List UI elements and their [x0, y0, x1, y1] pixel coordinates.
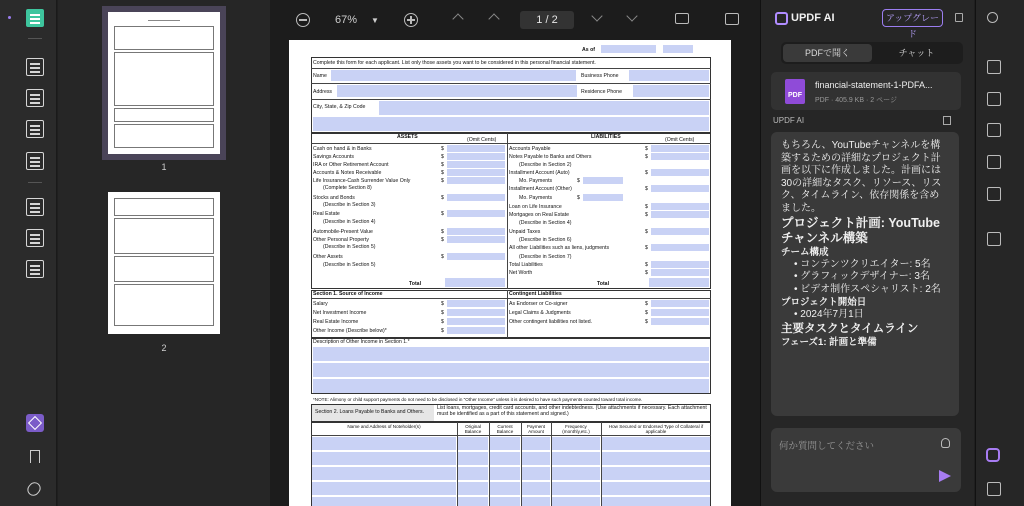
- asset-value-field[interactable]: [447, 210, 505, 217]
- file-name: financial-statement-1-PDFA...: [815, 80, 933, 90]
- contingent-row-label: Legal Claims & Judgments: [509, 310, 571, 316]
- contingent-value-field[interactable]: [651, 309, 709, 316]
- crop-icon[interactable]: [26, 229, 44, 247]
- previous-page-icon[interactable]: [488, 13, 499, 24]
- dollar-sign: $: [441, 162, 444, 168]
- list-item: • グラフィックデザイナー: 3名: [781, 271, 949, 284]
- attachment-icon[interactable]: [25, 480, 43, 498]
- loan-cell-field[interactable]: [522, 437, 550, 450]
- instruction-text: Complete this form for each applicant. List only those assets you want to be considered in this personal financial statement.: [313, 60, 596, 66]
- asset-value-field[interactable]: [447, 169, 505, 176]
- assets-total-field[interactable]: [445, 278, 505, 287]
- section2-description: List loans, mortgages, credit card accounts, and other indebtedness. (Use attachments if necessary. Each attachment must be identified as a part of this statement and signed.): [437, 405, 707, 417]
- asset-row-label: IRA or Other Retirement Account: [313, 162, 389, 168]
- dollar-sign: $: [441, 195, 444, 201]
- as-of-year-field[interactable]: [663, 45, 693, 53]
- liability-value-field[interactable]: [651, 261, 709, 268]
- ai-assistant-panel: [760, 0, 974, 506]
- response-heading: プロジェクト計画: YouTubeチャンネル構築: [781, 215, 940, 245]
- monthly-payment-field[interactable]: [583, 177, 623, 184]
- column-header: Payment Amount: [526, 424, 546, 434]
- liability-value-field[interactable]: [651, 203, 709, 210]
- asset-row-label: Other Personal Property: [313, 237, 369, 243]
- liability-row-label: Installment Account (Other): [509, 186, 572, 192]
- as-of-field[interactable]: [601, 45, 656, 53]
- lock-icon[interactable]: [955, 13, 963, 22]
- loan-cell-field[interactable]: [522, 497, 550, 506]
- income-row-label: Salary: [313, 301, 328, 307]
- loan-cell-field[interactable]: [312, 437, 456, 450]
- asset-value-field[interactable]: [447, 253, 505, 260]
- dollar-sign: $: [441, 254, 444, 260]
- dollar-sign: $: [441, 310, 444, 316]
- dollar-sign: $: [645, 146, 648, 152]
- liabilities-total-label: Total: [597, 281, 610, 287]
- edit-pdf-icon[interactable]: [26, 89, 44, 107]
- name-label: Name: [313, 73, 327, 79]
- asset-row-label: (Describe in Section 5): [323, 244, 376, 250]
- dollar-sign: $: [645, 310, 648, 316]
- liabilities-omit-cents: (Omit Cents): [665, 137, 695, 143]
- asset-value-field[interactable]: [447, 228, 505, 235]
- income-row-label: Other Income (Describe below)*: [313, 328, 387, 334]
- liability-row-label: (Describe in Section 4): [519, 220, 572, 226]
- liability-row-label: Accounts Payable: [509, 146, 551, 152]
- loan-cell-field[interactable]: [552, 467, 600, 480]
- loan-cell-field[interactable]: [602, 497, 710, 506]
- business-phone-label: Business Phone: [581, 73, 619, 79]
- liability-value-field[interactable]: [651, 269, 709, 276]
- organize-pages-icon[interactable]: [26, 152, 44, 170]
- liability-row-label: (Describe in Section 7): [519, 254, 572, 260]
- loan-cell-field[interactable]: [552, 452, 600, 465]
- protect-document-icon[interactable]: [987, 123, 1001, 137]
- dollar-sign: $: [441, 154, 444, 160]
- list-item: • 2024年7月1日: [781, 309, 949, 322]
- zoom-dropdown-icon[interactable]: ▼: [371, 15, 379, 25]
- start-heading: プロジェクト開始日: [781, 297, 867, 309]
- assets-header: ASSETS: [397, 134, 418, 140]
- income-value-field[interactable]: [447, 327, 505, 334]
- dollar-sign: $: [441, 211, 444, 217]
- description-field-1[interactable]: [313, 347, 709, 361]
- asset-row-label: Real Estate: [313, 211, 340, 217]
- page-indicator[interactable]: 1 / 2: [520, 11, 574, 29]
- thumbnail-label: 1: [161, 162, 167, 172]
- section1-header: Section 1. Source of Income: [313, 291, 383, 297]
- loan-cell-field[interactable]: [490, 482, 520, 495]
- last-page-icon[interactable]: [626, 10, 637, 21]
- column-header: Current Balance: [496, 424, 514, 434]
- liability-row-label: (Describe in Section 2): [519, 162, 572, 168]
- right-tool-rail: [975, 0, 1024, 506]
- thumbnail-label: 2: [161, 343, 167, 353]
- question-placeholder: 何か質問してください: [779, 441, 875, 452]
- loan-cell-field[interactable]: [522, 482, 550, 495]
- liability-row-label: All other Liabilities such as liens, judgments: [509, 245, 610, 251]
- city-field-2[interactable]: [313, 117, 709, 131]
- presentation-icon[interactable]: [675, 13, 689, 24]
- income-row-label: Net Investment Income: [313, 310, 367, 316]
- assets-omit-cents: (Omit Cents): [467, 137, 497, 143]
- liability-row-label: Mo. Payments: [519, 178, 553, 184]
- prompt-ideas-icon[interactable]: [941, 438, 950, 448]
- loan-cell-field[interactable]: [552, 437, 600, 450]
- loan-cell-field[interactable]: [312, 452, 456, 465]
- dollar-sign: $: [441, 170, 444, 176]
- income-row-label: Real Estate Income: [313, 319, 359, 325]
- dollar-sign: $: [645, 301, 648, 307]
- loan-cell-field[interactable]: [312, 467, 456, 480]
- liabilities-total-field[interactable]: [649, 278, 709, 287]
- monthly-payment-field[interactable]: [583, 194, 623, 201]
- document-viewer: [270, 0, 760, 506]
- tab-chat[interactable]: チャット: [898, 48, 935, 58]
- liability-value-field[interactable]: [651, 169, 709, 176]
- dollar-sign: $: [645, 229, 648, 235]
- dollar-sign: $: [441, 178, 444, 184]
- dollar-sign: $: [441, 146, 444, 152]
- loan-cell-field[interactable]: [490, 437, 520, 450]
- liability-row-label: Loan on Life Insurance: [509, 204, 562, 210]
- liability-row-label: Mortgages on Real Estate: [509, 212, 569, 218]
- asset-value-field[interactable]: [447, 161, 505, 168]
- first-page-icon[interactable]: [452, 13, 463, 24]
- highlight-icon[interactable]: [26, 58, 44, 76]
- as-of-label: As of: [582, 47, 595, 53]
- dollar-sign: $: [645, 186, 648, 192]
- asset-row-label: Automobile-Present Value: [313, 229, 373, 235]
- liability-row-label: Net Worth: [509, 270, 533, 276]
- income-value-field[interactable]: [447, 300, 505, 307]
- asset-value-field[interactable]: [447, 236, 505, 243]
- rail-divider: [28, 38, 42, 39]
- asset-row-label: Other Assets: [313, 254, 343, 260]
- loan-cell-field[interactable]: [458, 482, 488, 495]
- attached-file-card[interactable]: [771, 72, 961, 110]
- loan-cell-field[interactable]: [458, 437, 488, 450]
- dollar-sign: $: [577, 178, 580, 184]
- loan-cell-field[interactable]: [602, 482, 710, 495]
- dollar-sign: $: [645, 212, 648, 218]
- reader-mode-icon[interactable]: [26, 9, 44, 27]
- dollar-sign: $: [645, 245, 648, 251]
- loan-cell-field[interactable]: [458, 452, 488, 465]
- asset-row-label: (Complete Section 8): [323, 185, 372, 191]
- business-phone-field[interactable]: [629, 70, 709, 81]
- ai-response: [771, 132, 959, 416]
- dollar-sign: $: [645, 204, 648, 210]
- ai-panel-title: UPDF AI: [791, 12, 835, 24]
- asset-row-label: Accounts & Notes Receivable: [313, 170, 382, 176]
- asset-row-label: Cash on hand & in Banks: [313, 146, 372, 152]
- liability-value-field[interactable]: [651, 244, 709, 251]
- loan-cell-field[interactable]: [522, 467, 550, 480]
- liability-value-field[interactable]: [651, 228, 709, 235]
- column-header: Frequency (monthly,etc.): [562, 424, 590, 434]
- dollar-sign: $: [645, 170, 648, 176]
- convert-icon[interactable]: [26, 198, 44, 216]
- liabilities-header: LIABILITIES: [591, 134, 621, 140]
- ocr-icon[interactable]: [987, 60, 1001, 74]
- residence-phone-field[interactable]: [633, 85, 709, 97]
- dollar-sign: $: [441, 229, 444, 235]
- dollar-sign: $: [645, 270, 648, 276]
- liability-row-label: Unpaid Taxes: [509, 229, 541, 235]
- save-icon[interactable]: [987, 232, 1001, 246]
- contingent-row-label: Other contingent liabilities not listed.: [509, 319, 593, 325]
- dollar-sign: $: [441, 301, 444, 307]
- asset-row-label: Stocks and Bonds: [313, 195, 355, 201]
- left-tool-rail: [0, 0, 57, 506]
- dollar-sign: $: [441, 328, 444, 334]
- loan-cell-field[interactable]: [490, 467, 520, 480]
- asset-row-label: Savings Accounts: [313, 154, 354, 160]
- zoom-out-icon[interactable]: [296, 13, 310, 27]
- dollar-sign: $: [645, 319, 648, 325]
- loan-cell-field[interactable]: [458, 497, 488, 506]
- asset-row-label: (Describe in Section 3): [323, 202, 376, 208]
- loan-cell-field[interactable]: [458, 467, 488, 480]
- section2-label: Section 2. Loans Payable to Banks and Others.: [315, 409, 425, 415]
- dollar-sign: $: [441, 237, 444, 243]
- dollar-sign: $: [441, 319, 444, 325]
- contingent-row-label: As Endorser or Co-signer: [509, 301, 568, 307]
- updf-ai-logo-icon: [775, 12, 788, 25]
- loan-cell-field[interactable]: [552, 497, 600, 506]
- liability-value-field[interactable]: [651, 145, 709, 152]
- zoom-level[interactable]: 67%: [334, 14, 358, 26]
- liability-value-field[interactable]: [651, 211, 709, 218]
- note-text: *NOTE: Alimony or child support payments do not need to be disclosed in "Other Income" unless it is desired to have such payments counted toward total income.: [313, 397, 643, 402]
- loan-cell-field[interactable]: [490, 452, 520, 465]
- address-field[interactable]: [337, 85, 577, 97]
- dollar-sign: $: [645, 154, 648, 160]
- asset-value-field[interactable]: [447, 177, 505, 184]
- address-label: Address: [313, 89, 333, 95]
- residence-phone-label: Residence Phone: [581, 89, 622, 95]
- asset-row-label: (Describe in Section 5): [323, 262, 376, 268]
- loan-cell-field[interactable]: [522, 452, 550, 465]
- thumbnail-panel: [58, 0, 270, 506]
- loan-cell-field[interactable]: [602, 467, 710, 480]
- bookmark-icon[interactable]: [30, 450, 40, 463]
- protect-icon[interactable]: [26, 260, 44, 278]
- pdf-page: [289, 40, 731, 506]
- asset-value-field[interactable]: [447, 153, 505, 160]
- liability-row-label: (Describe in Section 6): [519, 237, 572, 243]
- loan-cell-field[interactable]: [552, 482, 600, 495]
- rail-divider: [28, 182, 42, 183]
- indicator-dot: [8, 16, 11, 19]
- contingent-value-field[interactable]: [651, 300, 709, 307]
- asset-value-field[interactable]: [447, 145, 505, 152]
- liability-value-field[interactable]: [651, 153, 709, 160]
- layers-icon[interactable]: [26, 414, 44, 432]
- liability-value-field[interactable]: [651, 185, 709, 192]
- loan-cell-field[interactable]: [490, 497, 520, 506]
- contingent-header: Contingent Liabilities: [509, 291, 562, 297]
- response-intro: もちろん、YouTubeチャンネルを構築するための詳細なプロジェクト計画を以下に作成しました。計画には30の詳細なタスク、リソース、リスク、タイムライン、依存関係を含めました。: [781, 140, 942, 214]
- loan-cell-field[interactable]: [312, 497, 456, 506]
- description-field-3[interactable]: [313, 379, 709, 393]
- liability-row-label: Total Liabilities: [509, 262, 543, 268]
- ai-mode-tabs: [781, 42, 963, 64]
- message-sender: UPDF AI: [773, 116, 805, 125]
- description-field-2[interactable]: [313, 363, 709, 377]
- column-header: Name and Address of Noteholder(s): [347, 424, 421, 429]
- description-label: Description of Other Income in Section 1.*: [313, 339, 410, 345]
- tab-ask-pdf[interactable]: PDFで聞く: [783, 44, 872, 62]
- tasks-heading: 主要タスクとタイムライン: [781, 322, 919, 335]
- header-divider: [311, 435, 711, 436]
- send-icon[interactable]: [939, 470, 951, 482]
- upgrade-button[interactable]: アップグレード: [882, 9, 943, 27]
- loan-cell-field[interactable]: [602, 452, 710, 465]
- asset-row-label: Life Insurance-Cash Surrender Value Only: [313, 178, 411, 184]
- email-icon[interactable]: [987, 187, 1001, 201]
- convert-document-icon[interactable]: [987, 92, 1001, 106]
- zoom-in-icon[interactable]: [404, 13, 418, 27]
- income-value-field[interactable]: [447, 318, 505, 325]
- file-meta: PDF · 405.9 KB · 2 ページ: [815, 97, 897, 104]
- copy-icon[interactable]: [943, 116, 951, 125]
- comments-icon[interactable]: [987, 482, 1001, 496]
- viewer-toolbar: [270, 0, 760, 40]
- list-item: • ビデオ制作スペシャリスト: 2名: [781, 284, 949, 297]
- question-input[interactable]: [771, 428, 961, 492]
- city-label: City, State, & Zip Code: [313, 104, 366, 110]
- share-icon[interactable]: [987, 155, 1001, 169]
- loan-cell-field[interactable]: [602, 437, 710, 450]
- liability-row-label: Notes Payable to Banks and Others: [509, 154, 592, 160]
- dollar-sign: $: [645, 262, 648, 268]
- column-header: How Secured or Endorsed Type of Collateral if applicable: [608, 424, 704, 434]
- dollar-sign: $: [577, 195, 580, 201]
- team-heading: チーム構成: [781, 246, 829, 258]
- city-field[interactable]: [379, 101, 709, 115]
- phase-heading: フェーズ1: 計画と準備: [781, 336, 877, 348]
- income-value-field[interactable]: [447, 309, 505, 316]
- next-page-icon[interactable]: [591, 10, 602, 21]
- liability-row-label: Mo. Payments: [519, 195, 553, 201]
- page-thumbnail-1[interactable]: [108, 12, 220, 154]
- asset-value-field[interactable]: [447, 194, 505, 201]
- form-icon[interactable]: [26, 120, 44, 138]
- search-icon[interactable]: [987, 12, 998, 23]
- page-thumbnail-2[interactable]: [108, 192, 220, 334]
- contingent-value-field[interactable]: [651, 318, 709, 325]
- page-layout-icon[interactable]: [725, 13, 739, 25]
- ai-assistant-icon[interactable]: [986, 448, 1000, 462]
- name-field[interactable]: [331, 70, 576, 81]
- liability-row-label: Installment Account (Auto): [509, 170, 570, 176]
- pdf-file-icon: PDF: [785, 79, 805, 104]
- assets-total-label: Total: [409, 281, 422, 287]
- column-header: Original Balance: [464, 424, 482, 434]
- asset-row-label: (Describe in Section 4): [323, 219, 376, 225]
- list-item: • コンテンツクリエイター: 5名: [781, 259, 949, 272]
- loan-cell-field[interactable]: [312, 482, 456, 495]
